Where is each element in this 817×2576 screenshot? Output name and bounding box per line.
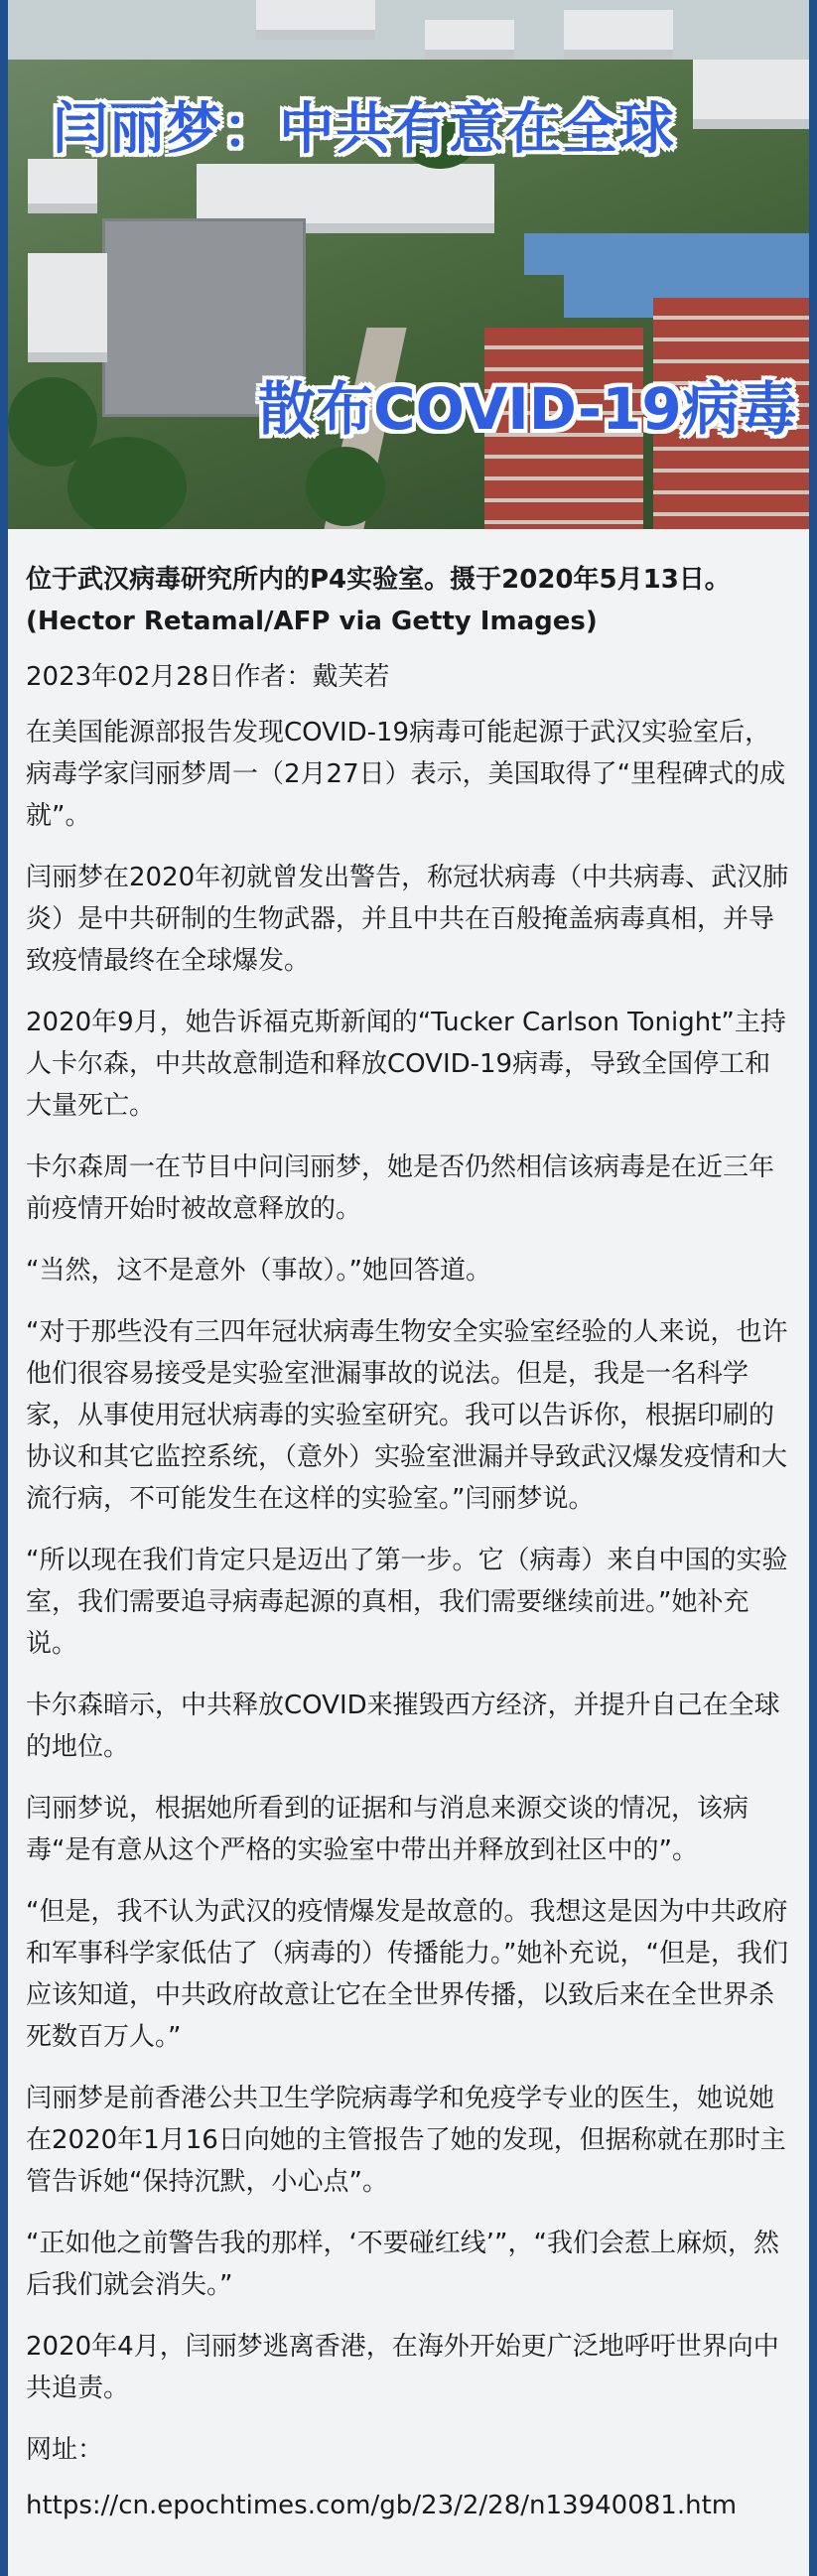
paragraph: 卡尔森周一在节目中问闫丽梦，她是否仍然相信该病毒是在近三年前疫情开始时被故意释放的。	[26, 1152, 775, 1224]
building	[256, 0, 375, 40]
photo-caption: 位于武汉病毒研究所内的P4实验室。摄于2020年5月13日。(Hector Retamal/AFP via Getty Images)	[26, 565, 731, 636]
article-body	[8, 529, 809, 2576]
paragraph: 在美国能源部报告发现COVID-19病毒可能起源于武汉实验室后，病毒学家闫丽梦周一（2月27日）表示，美国取得了“里程碑式的成就”。	[26, 718, 786, 831]
paragraph: “正如他之前警告我的那样，‘不要碰红线’”，“我们会惹上麻烦，然后我们就会消失。”	[26, 2229, 779, 2300]
paragraph: “对于那些没有三四年冠状病毒生物安全实验室经验的人来说，也许他们很容易接受是实验室泄漏事故的说法。但是，我是一名科学家，从事使用冠状病毒的实验室研究。我可以告诉你，根据印刷的协议和其它监控系统，（意外）实验室泄漏并导致武汉爆发疫情和大流行病，不可能发生在这样的实验室。”闫丽梦说。	[26, 1317, 788, 1514]
source-url-link[interactable]: https://cn.epochtimes.com/gb/23/2/28/n13940081.htm	[26, 2491, 738, 2520]
hero-photo	[8, 0, 809, 529]
hero-subtitle: 散布COVID-19病毒	[258, 375, 797, 443]
hero-title: 闫丽梦：中共有意在全球	[53, 97, 675, 162]
building	[28, 159, 97, 213]
paragraph: 卡尔森暗示，中共释放COVID来摧毁西方经济，并提升自己在全球的地位。	[26, 1691, 780, 1762]
tree	[306, 447, 385, 526]
paragraph: “所以现在我们肯定只是迈出了第一步。它（病毒）来自中国的实验室，我们需要追寻病毒起源的真相，我们需要继续前进。”她补充说。	[26, 1546, 788, 1659]
paragraph: “但是，我不认为武汉的疫情爆发是故意的。我想这是因为中共政府和军事科学家低估了（病毒的）传播能力。”她补充说，“但是，我们应该知道，中共政府故意让它在全世界传播，以致后来在全世界杀死数百万人。”	[26, 1897, 788, 2052]
building-blue-roof	[524, 233, 809, 275]
building	[425, 20, 514, 60]
building	[564, 10, 673, 60]
tree	[68, 437, 187, 529]
paragraph: 闫丽梦是前香港公共卫生学院病毒学和免疫学专业的医生，她说她在2020年1月16日向她的主管报告了她的发现，但据称就在那时主管告诉她“保持沉默，小心点”。	[26, 2084, 786, 2197]
byline: 2023年02月28日作者：戴芙若	[26, 662, 390, 692]
paragraph: 闫丽梦在2020年初就曾发出警告，称冠状病毒（中共病毒、武汉肺炎）是中共研制的生物武器，并且中共在百般掩盖病毒真相，并导致疫情最终在全球爆发。	[26, 863, 789, 976]
url-label: 网址：	[26, 2435, 104, 2465]
paragraph: 闫丽梦说，根据她所看到的证据和与消息来源交谈的情况，该病毒“是有意从这个严格的实验室中带出并释放到社区中的”。	[26, 1794, 749, 1865]
building	[693, 60, 809, 129]
building	[28, 253, 107, 362]
paragraph: “当然，这不是意外（事故）。”她回答道。	[26, 1256, 491, 1286]
paragraph: 2020年9月，她告诉福克斯新闻的“Tucker Carlson Tonight”主持人卡尔森，中共故意制造和释放COVID-19病毒，导致全国停工和大量死亡。	[26, 1008, 786, 1121]
paragraph: 2020年4月，闫丽梦逃离香港，在海外开始更广泛地呼吁世界向中共追责。	[26, 2332, 779, 2403]
